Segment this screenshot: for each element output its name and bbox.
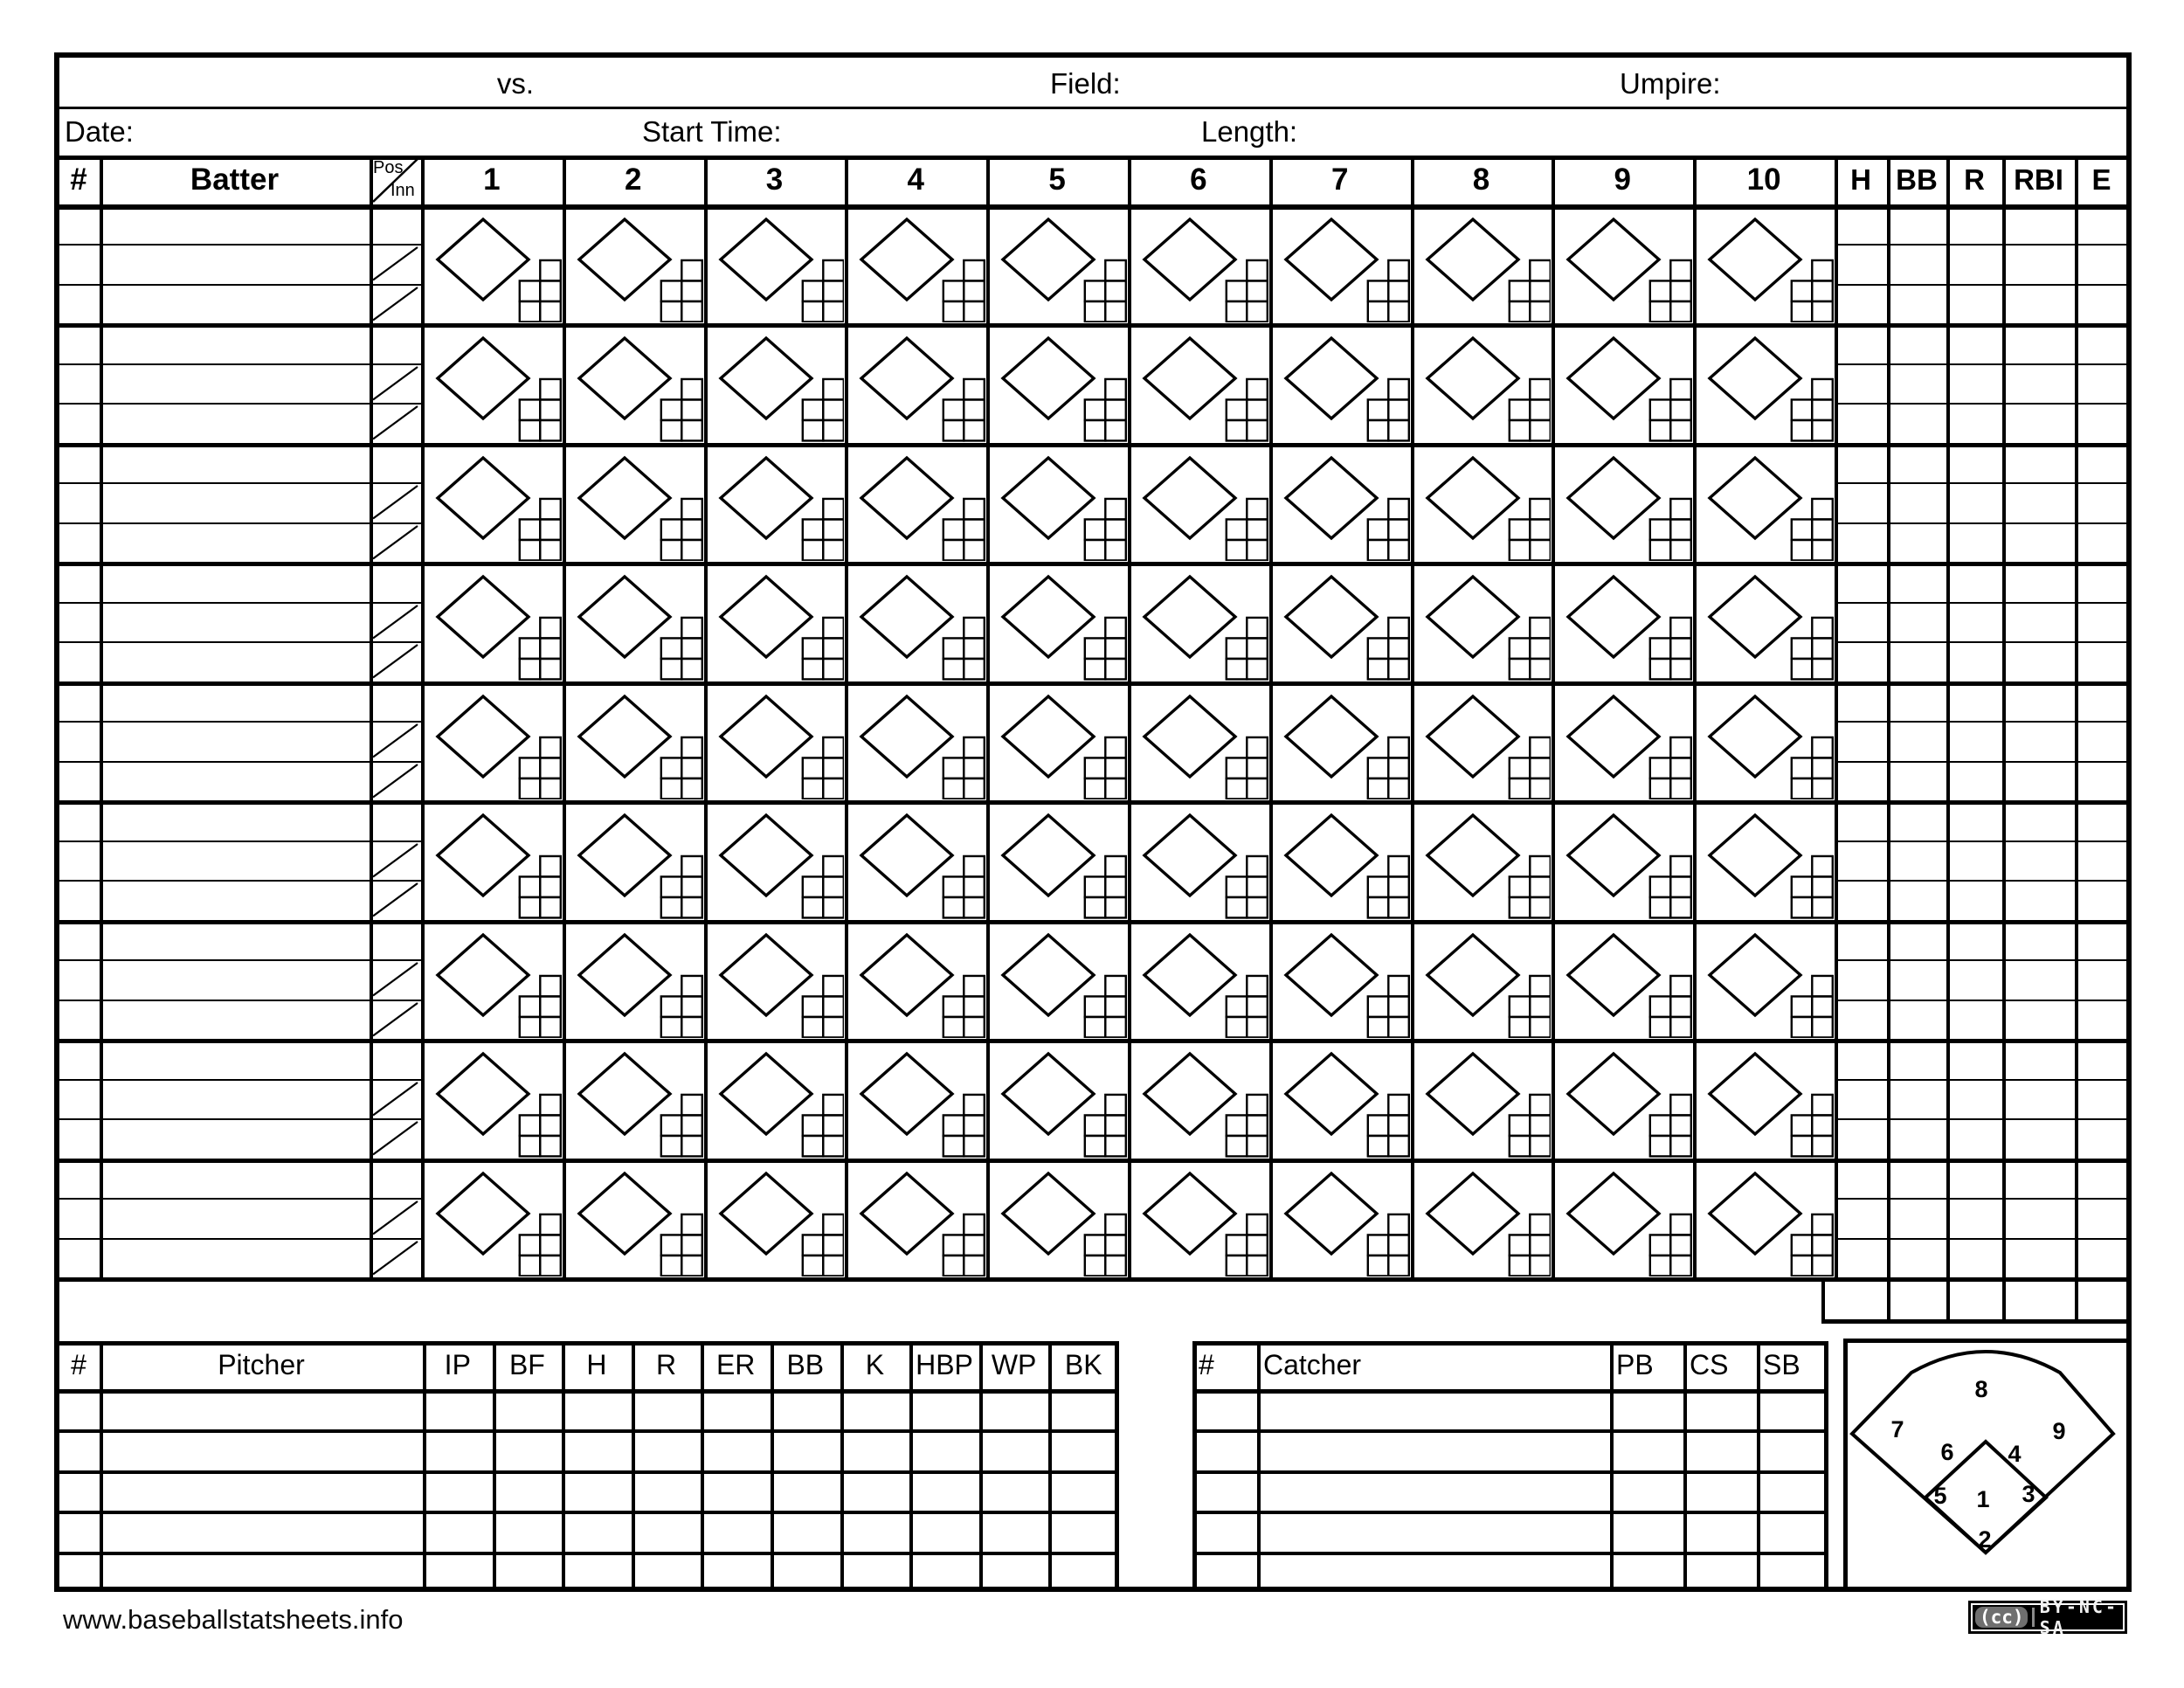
stats-subrow-line <box>1835 880 2128 882</box>
stats-subrow-line <box>1835 641 2128 643</box>
grid-vline <box>2002 156 2006 1319</box>
grid-vline <box>1887 156 1890 1319</box>
pitcher-stat-header: R <box>656 1349 677 1380</box>
inning-scoring-cell <box>1694 444 1834 561</box>
inning-scoring-cell <box>1412 682 1552 799</box>
inning-scoring-cell <box>1129 682 1268 799</box>
batter-subrow-line <box>58 1238 421 1240</box>
pitcher-header-bottom <box>58 1389 1118 1394</box>
inning-scoring-cell <box>1552 921 1692 1038</box>
inning-scoring-cell <box>987 324 1127 441</box>
batting-stat-header: E <box>2091 163 2111 196</box>
batter-subrow-line <box>58 959 421 961</box>
inning-scoring-cell <box>1270 921 1410 1038</box>
inning-header: 1 <box>483 163 501 197</box>
inning-scoring-cell <box>987 1159 1127 1276</box>
inning-scoring-cell <box>1270 563 1410 680</box>
inning-scoring-cell <box>1694 682 1834 799</box>
inning-scoring-cell <box>422 682 562 799</box>
totals-bottom <box>1821 1319 2132 1324</box>
inning-scoring-cell <box>563 921 703 1038</box>
batter-subrow-line <box>58 841 421 842</box>
inning-scoring-cell <box>987 444 1127 561</box>
row1-separator <box>54 107 2132 109</box>
inning-scoring-cell <box>1552 563 1692 680</box>
field-position-number: 1 <box>1976 1485 1990 1512</box>
field-position-number: 2 <box>1978 1525 1992 1553</box>
pitcher-header-number: # <box>71 1349 86 1380</box>
grid-vline <box>1946 156 1950 1319</box>
inning-scoring-cell <box>422 801 562 918</box>
field-position-number: 7 <box>1890 1415 1904 1442</box>
inning-scoring-cell <box>1412 444 1552 561</box>
inning-scoring-cell <box>846 324 985 441</box>
inning-scoring-cell <box>1129 801 1268 918</box>
field-position-number: 3 <box>2022 1480 2035 1507</box>
inning-scoring-cell <box>1694 801 1834 918</box>
catcher-row-line <box>1192 1552 1828 1555</box>
inning-scoring-cell <box>422 921 562 1038</box>
substitution-diagonal-icon <box>370 1079 421 1118</box>
pitcher-stat-header: WP <box>991 1349 1037 1380</box>
inn-label: Inn <box>390 180 415 200</box>
catcher-vline <box>1683 1341 1687 1592</box>
substitution-diagonal-icon <box>370 1118 421 1158</box>
inning-scoring-cell <box>1270 444 1410 561</box>
pitcher-row-line <box>58 1429 1118 1433</box>
inning-header: 6 <box>1190 163 1207 197</box>
inning-scoring-cell <box>1412 563 1552 680</box>
inning-scoring-cell <box>1129 205 1268 322</box>
catcher-vline <box>1257 1341 1261 1592</box>
batter-subrow-line <box>58 721 421 723</box>
batter-subrow-line <box>58 403 421 405</box>
catcher-header-bottom <box>1192 1389 1828 1394</box>
inning-scoring-cell <box>987 205 1127 322</box>
inning-scoring-cell <box>846 563 985 680</box>
date-label: Date: <box>65 115 134 148</box>
batter-subrow-line <box>58 522 421 524</box>
substitution-diagonal-icon <box>370 403 421 442</box>
stats-subrow-line <box>1835 284 2128 286</box>
batter-subrow-line <box>58 602 421 604</box>
field-position-number: 6 <box>1940 1438 1954 1465</box>
field-label: Field: <box>1050 67 1121 100</box>
substitution-diagonal-icon <box>370 641 421 681</box>
inning-scoring-cell <box>563 1159 703 1276</box>
inning-scoring-cell <box>846 205 985 322</box>
inning-scoring-cell <box>1694 1040 1834 1157</box>
inning-header: 3 <box>765 163 784 197</box>
inning-header: 5 <box>1048 163 1066 197</box>
batting-header-batter: Batter <box>190 163 280 197</box>
catcher-header: CS <box>1690 1349 1729 1380</box>
inning-scoring-cell <box>1552 801 1692 918</box>
pitcher-stat-header: BB <box>786 1349 825 1380</box>
inning-scoring-cell <box>563 444 703 561</box>
inning-scoring-cell <box>1552 444 1692 561</box>
inning-scoring-cell <box>563 205 703 322</box>
batter-subrow-line <box>58 761 421 763</box>
substitution-diagonal-icon <box>370 482 421 522</box>
vs-label: vs. <box>496 67 535 100</box>
substitution-diagonal-icon <box>370 721 421 760</box>
inning-header: 10 <box>1746 163 1781 197</box>
inning-scoring-cell <box>705 444 845 561</box>
pitcher-stat-header: IP <box>444 1349 471 1380</box>
cc-badge-divider <box>2032 1608 2035 1627</box>
inning-scoring-cell <box>846 682 985 799</box>
batting-stat-header: H <box>1850 163 1871 196</box>
substitution-diagonal-icon <box>370 522 421 562</box>
stats-subrow-line <box>1835 1238 2128 1240</box>
inning-scoring-cell <box>1270 801 1410 918</box>
inning-scoring-cell <box>1694 205 1834 322</box>
stats-subrow-line <box>1835 959 2128 961</box>
cc-logo: (cc) <box>1975 1607 2028 1628</box>
stats-subrow-line <box>1835 1198 2128 1200</box>
inning-scoring-cell <box>1129 324 1268 441</box>
inning-scoring-cell <box>846 444 985 561</box>
inning-header: 9 <box>1614 163 1632 197</box>
batter-block-separator <box>54 1277 2132 1282</box>
batter-subrow-line <box>58 880 421 882</box>
inning-scoring-cell <box>705 801 845 918</box>
stats-subrow-line <box>1835 522 2128 524</box>
inning-scoring-cell <box>422 444 562 561</box>
inning-scoring-cell <box>846 1040 985 1157</box>
pitcher-stat-header: BK <box>1064 1349 1102 1380</box>
inning-scoring-cell <box>1270 1040 1410 1157</box>
inning-scoring-cell <box>1129 563 1268 680</box>
field-box-left <box>1843 1339 1848 1592</box>
inning-scoring-cell <box>1412 205 1552 322</box>
stats-subrow-line <box>1835 841 2128 842</box>
inning-scoring-cell <box>705 563 845 680</box>
batter-subrow-line <box>58 641 421 643</box>
inning-scoring-cell <box>1270 1159 1410 1276</box>
catcher-row-line <box>1192 1470 1828 1474</box>
inning-scoring-cell <box>563 682 703 799</box>
inning-scoring-cell <box>422 1040 562 1157</box>
website-url: www.baseballstatsheets.info <box>63 1604 404 1635</box>
substitution-diagonal-icon <box>370 1238 421 1277</box>
substitution-diagonal-icon <box>370 363 421 403</box>
stats-subrow-line <box>1835 602 2128 604</box>
catcher-vline <box>1757 1341 1760 1592</box>
pitcher-stat-header: BF <box>508 1349 545 1380</box>
batter-subrow-line <box>58 284 421 286</box>
inning-scoring-cell <box>1694 1159 1834 1276</box>
inning-scoring-cell <box>1694 563 1834 680</box>
inning-scoring-cell <box>705 921 845 1038</box>
field-position-number: 4 <box>2008 1440 2022 1467</box>
stats-subrow-line <box>1835 403 2128 405</box>
inning-scoring-cell <box>1552 324 1692 441</box>
inning-header: 8 <box>1472 163 1490 197</box>
pitcher-header-name: Pitcher <box>218 1349 305 1380</box>
batting-stat-header: R <box>1964 163 1985 196</box>
inning-scoring-cell <box>1412 921 1552 1038</box>
cc-license-badge-inner <box>1971 1596 2125 1638</box>
batting-stat-header: RBI <box>2014 163 2063 196</box>
inning-scoring-cell <box>1129 1159 1268 1276</box>
batting-stat-header: BB <box>1896 163 1938 196</box>
inning-scoring-cell <box>705 1040 845 1157</box>
inning-scoring-cell <box>1552 205 1692 322</box>
substitution-diagonal-icon <box>370 841 421 880</box>
stats-subrow-line <box>1835 761 2128 763</box>
inning-scoring-cell <box>1412 801 1552 918</box>
inning-scoring-cell <box>1129 444 1268 561</box>
catcher-vline <box>1610 1341 1614 1592</box>
inning-header: 7 <box>1330 163 1349 197</box>
pos-label: Pos <box>373 157 404 177</box>
pitcher-row-line <box>58 1511 1118 1514</box>
inning-scoring-cell <box>1129 921 1268 1038</box>
catcher-header: SB <box>1763 1349 1800 1380</box>
inning-scoring-cell <box>1552 1040 1692 1157</box>
inning-scoring-cell <box>1552 682 1692 799</box>
inning-scoring-cell <box>422 1159 562 1276</box>
substitution-diagonal-icon <box>370 1000 421 1039</box>
inning-scoring-cell <box>1129 1040 1268 1157</box>
inning-scoring-cell <box>563 563 703 680</box>
inning-scoring-cell <box>563 324 703 441</box>
inning-scoring-cell <box>422 205 562 322</box>
inning-scoring-cell <box>563 801 703 918</box>
pitcher-stat-header: ER <box>715 1349 756 1380</box>
inning-scoring-cell <box>1270 205 1410 322</box>
field-position-number: 8 <box>1974 1375 1988 1402</box>
start-time-label: Start Time: <box>642 115 782 148</box>
substitution-diagonal-icon <box>370 959 421 999</box>
inning-scoring-cell <box>987 563 1127 680</box>
inning-header: 4 <box>907 163 925 197</box>
catcher-row-line <box>1192 1511 1828 1514</box>
grid-vline <box>2075 156 2078 1319</box>
cc-license-text: BY-NC-SA <box>2039 1596 2118 1638</box>
batter-subrow-line <box>58 244 421 246</box>
stats-subrow-line <box>1835 482 2128 484</box>
umpire-label: Umpire: <box>1620 67 1721 100</box>
inning-scoring-cell <box>987 921 1127 1038</box>
batter-subrow-line <box>58 482 421 484</box>
pitcher-stat-header: HBP <box>916 1349 973 1380</box>
stats-subrow-line <box>1835 1000 2128 1001</box>
batting-header-number: # <box>70 163 87 197</box>
length-label: Length: <box>1201 115 1298 148</box>
totals-left-edge <box>1821 1277 1825 1319</box>
stats-subrow-line <box>1835 363 2128 365</box>
field-position-number: 9 <box>2052 1417 2066 1444</box>
catcher-header: # <box>1199 1349 1214 1380</box>
pitcher-stat-header: H <box>586 1349 607 1380</box>
inning-scoring-cell <box>846 1159 985 1276</box>
inning-scoring-cell <box>1694 921 1834 1038</box>
inning-scoring-cell <box>1694 324 1834 441</box>
field-position-number: 5 <box>1933 1482 1947 1509</box>
inning-scoring-cell <box>422 563 562 680</box>
inning-scoring-cell <box>1270 324 1410 441</box>
stats-subrow-line <box>1835 1079 2128 1081</box>
catcher-row-line <box>1192 1429 1828 1433</box>
substitution-diagonal-icon <box>370 284 421 323</box>
catcher-header: PB <box>1616 1349 1654 1380</box>
stats-subrow-line <box>1835 721 2128 723</box>
inning-scoring-cell <box>705 324 845 441</box>
substitution-diagonal-icon <box>370 244 421 283</box>
inning-scoring-cell <box>1270 682 1410 799</box>
inning-scoring-cell <box>563 1040 703 1157</box>
batter-subrow-line <box>58 1118 421 1120</box>
inning-scoring-cell <box>705 205 845 322</box>
inning-scoring-cell <box>1412 1040 1552 1157</box>
inning-scoring-cell <box>987 801 1127 918</box>
pitcher-stat-header: K <box>865 1349 885 1380</box>
cc-license-badge <box>1968 1596 2127 1638</box>
inning-header: 2 <box>624 163 642 197</box>
inning-scoring-cell <box>987 682 1127 799</box>
pos-inn-diagonal-icon <box>370 156 421 204</box>
inning-scoring-cell <box>846 921 985 1038</box>
batter-subrow-line <box>58 363 421 365</box>
substitution-diagonal-icon <box>370 602 421 641</box>
inning-scoring-cell <box>422 324 562 441</box>
pitcher-row-line <box>58 1470 1118 1474</box>
substitution-diagonal-icon <box>370 761 421 800</box>
batter-subrow-line <box>58 1079 421 1081</box>
substitution-diagonal-icon <box>370 880 421 919</box>
catcher-header: Catcher <box>1263 1349 1362 1380</box>
substitution-diagonal-icon <box>370 1198 421 1237</box>
stats-subrow-line <box>1835 244 2128 246</box>
inning-scoring-cell <box>987 1040 1127 1157</box>
inning-scoring-cell <box>1552 1159 1692 1276</box>
inning-scoring-cell <box>705 682 845 799</box>
stats-subrow-line <box>1835 1118 2128 1120</box>
batter-subrow-line <box>58 1000 421 1001</box>
inning-scoring-cell <box>846 801 985 918</box>
inning-scoring-cell <box>1412 324 1552 441</box>
batter-subrow-line <box>58 1198 421 1200</box>
inning-scoring-cell <box>1412 1159 1552 1276</box>
inning-scoring-cell <box>705 1159 845 1276</box>
pitcher-row-line <box>58 1552 1118 1555</box>
